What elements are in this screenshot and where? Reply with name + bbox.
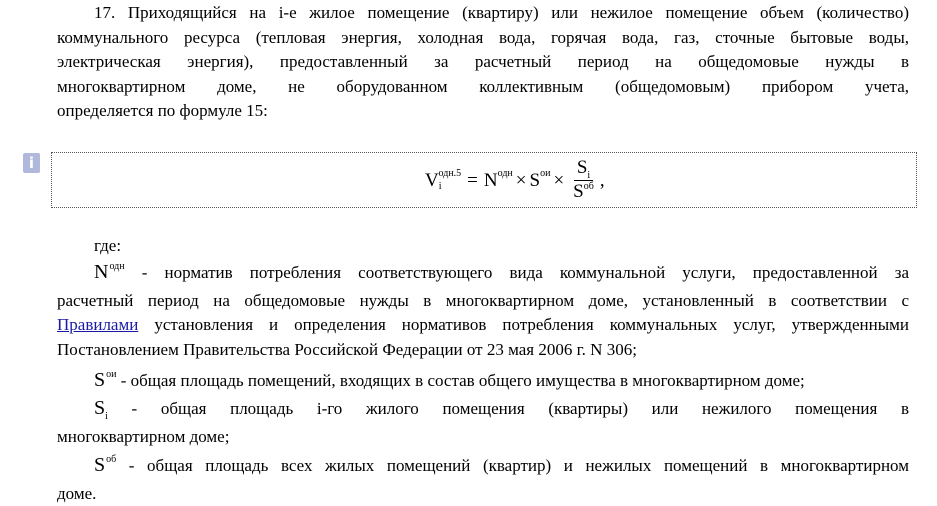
definition-line: многоквартирном доме; [57, 425, 909, 450]
symbol-n-sup: одн [109, 261, 124, 272]
intro-line: 17. Приходящийся на i-е жилое помещение (квартиру) или нежилое помещение объем (количество) [57, 1, 909, 26]
fraction-numerator [574, 158, 593, 181]
numerator-sub: i [587, 170, 590, 181]
info-icon[interactable]: i [23, 153, 40, 173]
definition-line [57, 396, 909, 425]
formula-comma: , [600, 170, 605, 192]
definition-n [57, 260, 909, 362]
formula-box [51, 152, 917, 208]
definition-line [57, 453, 909, 482]
symbol-s-sup: ои [106, 369, 116, 380]
symbol-s: S [94, 397, 105, 419]
symbol-n: N [94, 261, 108, 283]
formula-v-sub: i [439, 181, 442, 192]
formula-v: V [425, 170, 439, 192]
definition-si-text: - общая площадь i-го жилого помещения (квартиры) или нежилого помещения в [108, 399, 909, 418]
definition-n-text: установления и определения нормативов потребления коммунальных услуг, утвержденными [138, 315, 909, 334]
formula-n: N [484, 170, 498, 192]
symbol-s: S [94, 369, 105, 391]
definition-sob [57, 453, 909, 506]
definition-soi-text: - общая площадь помещений, входящих в состав общего имущества в многоквартирном доме; [116, 371, 804, 390]
formula-s: S [530, 170, 541, 192]
symbol-s-sub: i [105, 411, 108, 422]
definition-line [57, 313, 909, 338]
definition-line [57, 368, 909, 397]
intro-line: многоквартирном доме, не оборудованном коллективным (общедомовым) прибором учета, [57, 75, 909, 100]
formula-n-sup: одн [498, 168, 513, 179]
definition-si [57, 396, 909, 449]
formula-v-sup: одн.5 [439, 168, 462, 179]
definition-line: Постановлением Правительства Российской Федерации от 23 мая 2006 г. N 306; [57, 338, 909, 363]
where-label: где: [94, 236, 121, 256]
symbol-s-sup: об [106, 454, 116, 465]
definition-soi [57, 368, 909, 397]
intro-line: коммунального ресурса (тепловая энергия, холодная вода, горячая вода, газ, сточные бытовые воды, [57, 26, 909, 51]
formula-times: × [553, 170, 564, 192]
denominator-s: S [573, 181, 584, 202]
formula-times: × [516, 170, 527, 192]
formula-equals: = [467, 170, 478, 192]
symbol-s: S [94, 454, 105, 476]
formula-15 [425, 159, 605, 203]
definition-n-text: - норматив потребления соответствующего вида коммунальной услуги, предоставленной за [125, 263, 909, 282]
definition-line: расчетный период на общедомовые нужды в многоквартирном доме, установленный в соответствии с [57, 289, 909, 314]
denominator-sup: об [584, 181, 594, 192]
rules-link[interactable]: Правилами [57, 315, 138, 334]
intro-line: определяется по формуле 15: [57, 99, 909, 124]
definition-line: доме. [57, 482, 909, 506]
numerator-s: S [577, 157, 588, 178]
definition-sob-text: - общая площадь всех жилых помещений (квартир) и нежилых помещений в многоквартирном [116, 456, 909, 475]
intro-paragraph [57, 1, 909, 124]
definition-line [57, 260, 909, 289]
formula-s-sup: ои [540, 168, 550, 179]
fraction-denominator [570, 181, 597, 205]
intro-line: электрическая энергия), предоставленный за расчетный период на общедомовые нужды в [57, 50, 909, 75]
formula-fraction [570, 158, 597, 205]
